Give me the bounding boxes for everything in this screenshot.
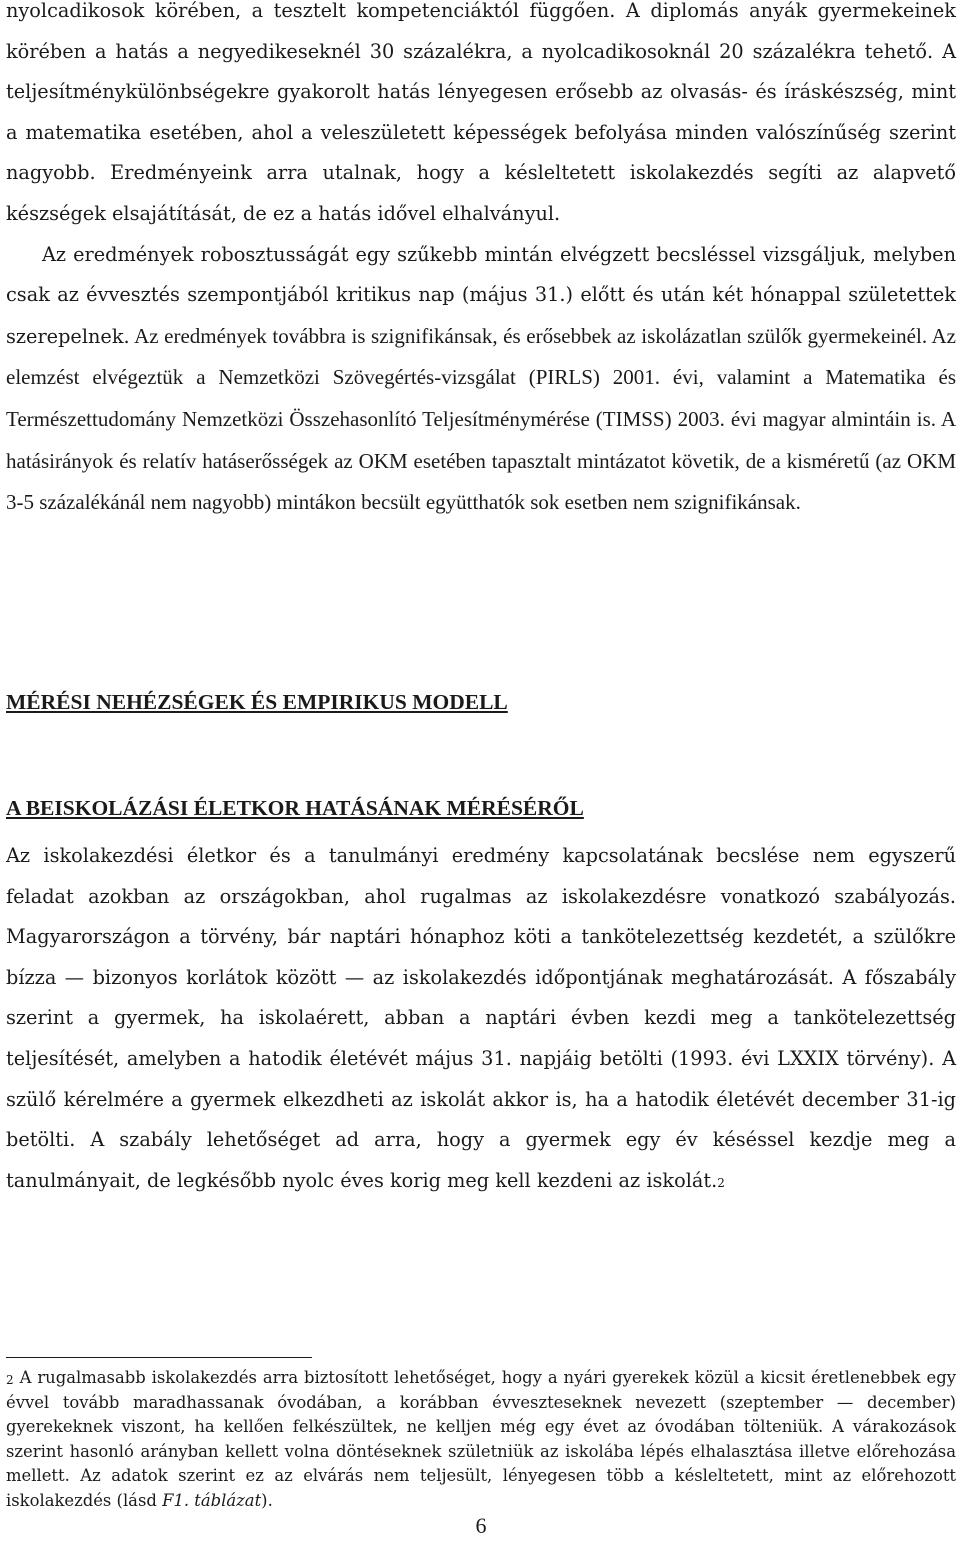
section-heading: MÉRÉSI NEHÉZSÉGEK ÉS EMPIRIKUS MODELL xyxy=(6,690,508,714)
body-text-top xyxy=(6,0,956,524)
footnote-number: 2 xyxy=(6,1373,14,1387)
page-number: 6 xyxy=(475,1513,487,1538)
body-text-bottom xyxy=(6,836,956,1201)
footnote-text-b: ). xyxy=(261,1490,273,1510)
paragraph-3 xyxy=(6,836,956,1201)
paragraph-2 xyxy=(6,235,956,524)
paragraph-1 xyxy=(6,0,956,235)
footnote xyxy=(6,1366,956,1513)
footnote-separator xyxy=(6,1357,312,1358)
paragraph-1-text: nyolcadikosok körében, a tesztelt kompetenciáktól függően. A diplomás anyák gyermekeinek körében a hatás a negyedikeseknél 30 százalékra, a nyolcadikosoknál 20 százalékra tehető. A teljesítménykülönbségekre gyakorolt hatás lényegesen erősebb az olvasás- és íráskészség, mint a matematika esetében, ahol a veleszületett képességek befolyása minden valószínűség szerint nagyobb. Eredményeink arra utalnak, hogy a késleltetett iskolakezdés segíti az alapvető készségek elsajátítását, de ez a hatás idővel elhalványul. xyxy=(6,0,956,225)
footnote-table-reference: F1. táblázat xyxy=(162,1490,262,1510)
paragraph-3-text: Az iskolakezdési életkor és a tanulmányi eredmény kapcsolatának becslése nem egyszerű feladat azokban az országokban, ahol rugalmas az iskolakezdésre vonatkozó szabályozás. Magyarországon a törvény, bár naptári hónaphoz köti a tankötelezettség kezdetét, a szülőkre bízza — bizonyos korlátok között — az iskolakezdés időpontjának meghatározását. A főszabály szerint a gyermek, ha iskolaérett, abban a naptári évben kezdi meg a tankötelezettség teljesítését, amelyben a hatodik életévét május 31. napjáig betölti (1993. évi LXXIX törvény). A szülő kérelmére a gyermek elkezdheti az iskolát akkor is, ha a hatodik életévét december 31-ig betölti. A szabály lehetőséget ad arra, hogy a gyermek egy év késéssel kezdje meg a tanulmányait, de legkésőbb nyolc éves korig meg kell kezdeni az iskolát. xyxy=(6,844,956,1192)
subsection-heading: A BEISKOLÁZÁSI ÉLETKOR HATÁSÁNAK MÉRÉSÉRŐL xyxy=(6,796,584,820)
paragraph-2-text-a: Az eredmények robosztusságát egy szűkebb mintán elvégzett becsléssel vizsgáljuk, melyben csak az évvesztés szempontjából kritikus nap (május 31.) előtt és után két hónappal születettek szerepelnek. xyxy=(6,242,956,348)
footnote-reference[interactable]: 2 xyxy=(717,1175,725,1190)
footnote-text-a: A rugalmasabb iskolakezdés arra biztosított lehetőséget, hogy a nyári gyerekek közül a kicsit éretlenebbek egy évvel tovább maradhassanak óvodában, a korábban évveszteseknek nevezett (szeptember — december) gyerekeknek viszont, ha kellően felkészültek, ne kelljen még egy évet az óvodában tölteniük. A várakozások szerint hasonló arányban kellett volna döntéseknek születniük az iskolába lépés elhalasztása illetve előrehozása mellett. Az adatok szerint ez az elvárás nem teljesült, lényegesen több a késleltetett, mint az előrehozott iskolakezdés (lásd xyxy=(6,1368,956,1510)
document-page xyxy=(6,0,956,1543)
paragraph-2-text-b: Az eredmények továbbra is szignifikánsak, és erősebbek az iskolázatlan szülők gyermekeinél. Az elemzést elvégeztük a Nemzetközi Szövegértés-vizsgálat (PIRLS) 2001. évi, valamint a Matematika és Természettudomány Nemzetközi Összehasonlító Teljesítménymérése (TIMSS) 2003. évi magyar almintáin is. A hatásirányok és relatív hatáserősségek az OKM esetében tapasztalt mintázatot követik, de a kisméretű (az OKM 3-5 százalékánál nem nagyobb) mintákon becsült együtthatók sok esetben nem szignifikánsak. xyxy=(6,323,956,515)
